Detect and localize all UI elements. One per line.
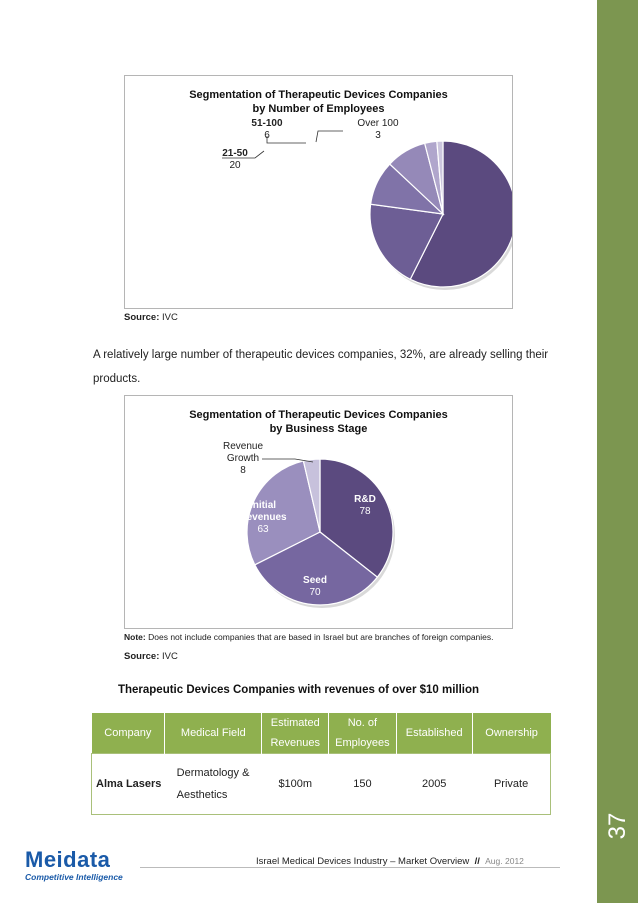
- footer-date: Aug. 2012: [485, 856, 524, 866]
- page-number: 37: [604, 812, 631, 840]
- chart2-source: [124, 651, 178, 662]
- side-accent-bar: [597, 0, 638, 903]
- pie-label-over-100: Over 100 3: [357, 118, 399, 141]
- employees-chart: [124, 75, 513, 309]
- companies-table: [91, 713, 551, 815]
- header-company: Company: [92, 713, 165, 754]
- pie-label-1-5: 1-5 128: [345, 205, 363, 228]
- pie-leader-line: [267, 136, 306, 143]
- pie-label-51-100: 51-100 6: [251, 118, 283, 141]
- logo-main-text: Meidata: [25, 847, 111, 872]
- footer-title: Israel Medical Devices Industry – Market Overview: [256, 856, 470, 867]
- pie-leader-line: [316, 131, 343, 142]
- business-stage-chart: [124, 395, 513, 629]
- pie-label-revenue-growth: Revenue Growth 8: [222, 441, 264, 476]
- cell-medical-field: Dermatology & Aesthetics: [176, 767, 250, 801]
- pie-label-initial-revenues: Initial Revenues 63: [239, 500, 287, 535]
- table-title: Therapeutic Devices Companies with revenues of over $10 million: [117, 684, 480, 696]
- header-estimated-revenues: Estimated Revenues: [262, 713, 329, 754]
- cell-ownership: Private: [493, 778, 529, 790]
- employees-chart-title: Segmentation of Therapeutic Devices Companies by Number of Employees: [189, 89, 448, 115]
- header-no-of-employees: No. of Employees: [329, 713, 397, 754]
- cell-established: 2005: [421, 778, 447, 790]
- business-stage-pie: [125, 396, 512, 628]
- header-medical-field: Medical Field: [165, 713, 262, 754]
- employees-pie: [125, 76, 512, 308]
- chart2-note-value: Does not include companies that are based in Israel but are branches of foreign companies.: [148, 632, 494, 642]
- pie-label-21-50: 21-50 20: [222, 148, 248, 171]
- cell-revenues: $100m: [278, 778, 313, 790]
- header-ownership: Ownership: [472, 713, 550, 754]
- business-stage-chart-title: Segmentation of Therapeutic Devices Companies by Business Stage: [189, 409, 448, 435]
- logo-sub-text: Competitive Intelligence: [25, 872, 123, 882]
- pie-label-6-10: 6-10 44: [259, 225, 281, 248]
- body-paragraph: A relatively large number of therapeutic devices companies, 32%, are already selling their products.: [93, 349, 549, 385]
- chart1-source: [124, 312, 178, 323]
- cell-employees: 150: [353, 778, 372, 790]
- table-header-row: [92, 713, 551, 754]
- footer-separator: //: [474, 856, 480, 867]
- footer-divider: [140, 867, 560, 868]
- chart1-source-value: IVC: [162, 312, 178, 323]
- chart2-note-label: Note:: [124, 632, 146, 642]
- meidata-logo: [25, 848, 137, 884]
- header-established: Established: [396, 713, 472, 754]
- chart2-source-label: Source:: [124, 651, 160, 662]
- table-row: [92, 754, 551, 815]
- pie-label-11-20: 11-20 22: [257, 179, 283, 202]
- chart2-note: [124, 632, 494, 642]
- chart1-source-label: Source:: [124, 312, 160, 323]
- pie-label-r-d: R&D 78: [354, 494, 376, 517]
- chart2-source-value: IVC: [162, 651, 178, 662]
- footer: [256, 856, 524, 867]
- cell-company: Alma Lasers: [96, 778, 162, 790]
- pie-label-seed: Seed 70: [303, 575, 327, 598]
